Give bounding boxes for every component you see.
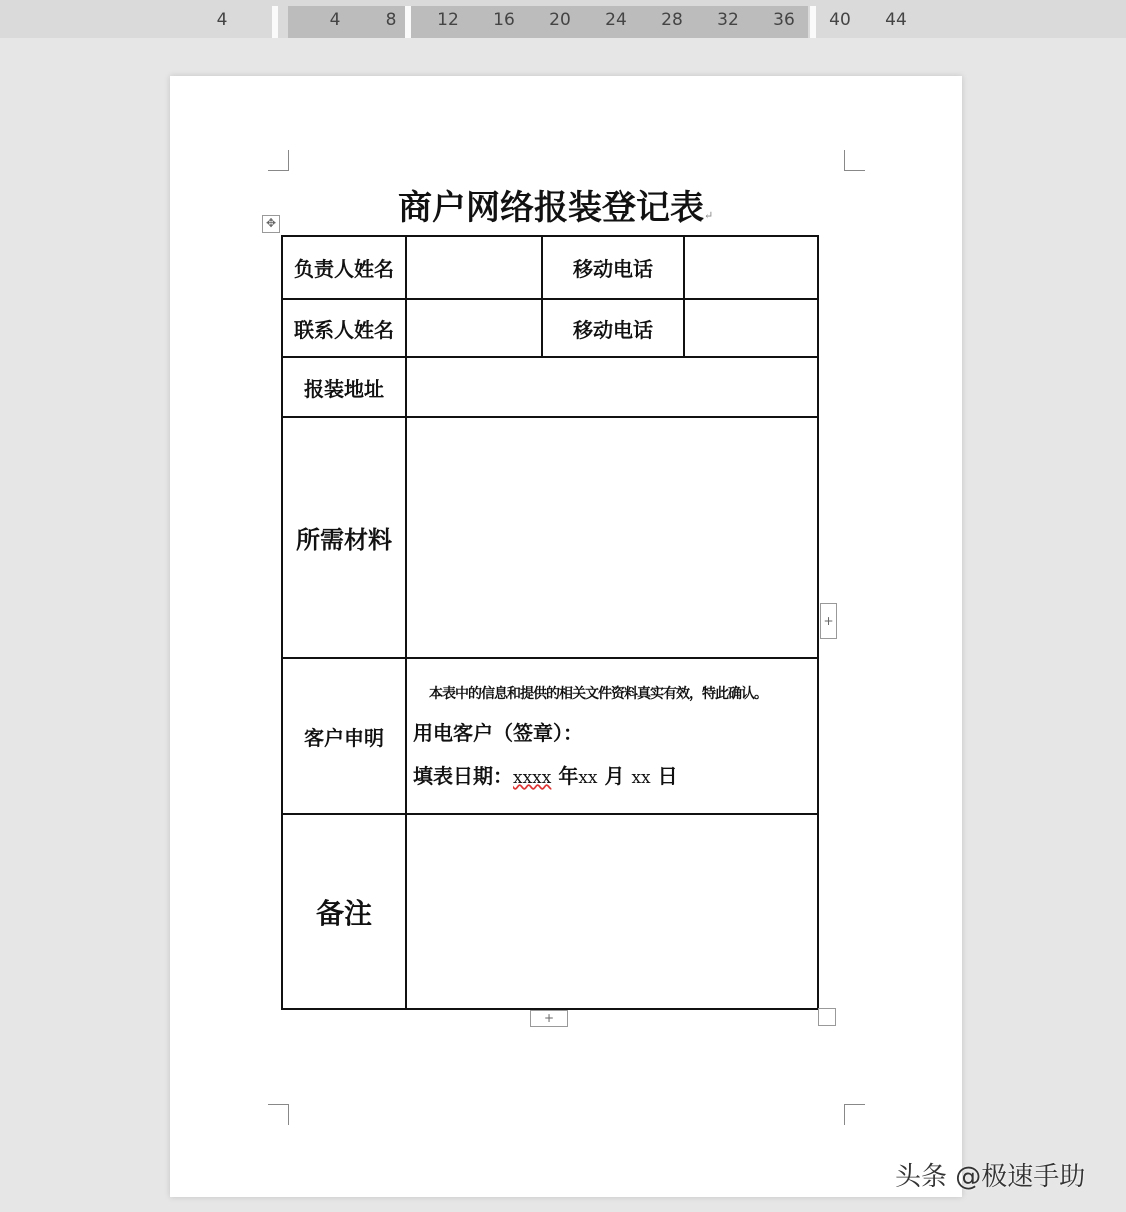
ruler-tick: 24 [605,10,627,30]
label-materials: 所需材料 [282,417,406,658]
signature-line: 用电客户（签章）： [413,721,583,745]
margin-corner [844,150,865,171]
label-mobile-1: 移动电话 [542,236,684,299]
declaration-cell[interactable] [406,658,818,814]
add-row-button[interactable]: + [530,1010,568,1027]
document-title[interactable]: 商户网络报装登记表↵ [398,188,714,228]
owner-name-cell[interactable] [406,236,542,299]
add-column-button[interactable]: + [820,603,837,639]
materials-cell[interactable] [406,417,818,658]
margin-corner [268,1104,289,1125]
ruler-tick: 4 [329,10,341,30]
ruler-tick: 4 [216,10,228,30]
ruler-tick: 32 [717,10,739,30]
watermark: 头条 @极速手助 [895,1162,1086,1192]
ruler-tick: 20 [549,10,571,30]
address-cell[interactable] [406,357,818,417]
ruler-tick: 44 [885,10,907,30]
declaration-statement: 本表中的信息和提供的相关文件资料真实有效，特此确认。 [429,686,767,702]
mobile-1-cell[interactable] [684,236,818,299]
date-line: 填表日期：xxxx 年xx 月 xx 日 [413,764,678,788]
table-resize-handle-icon[interactable] [818,1008,836,1026]
label-declaration: 客户申明 [282,658,406,814]
remarks-cell[interactable] [406,814,818,1009]
label-address: 报装地址 [282,357,406,417]
horizontal-ruler[interactable] [0,0,1126,38]
ruler-tick: 36 [773,10,795,30]
label-contact-name: 联系人姓名 [282,299,406,357]
label-mobile-2: 移动电话 [542,299,684,357]
registration-table[interactable] [281,235,819,1010]
ruler-tick: 28 [661,10,683,30]
margin-corner [844,1104,865,1125]
table-move-handle-icon[interactable]: ✥ [262,215,280,233]
contact-name-cell[interactable] [406,299,542,357]
label-owner-name: 负责人姓名 [282,236,406,299]
label-remarks: 备注 [282,814,406,1009]
ruler-tick: 8 [385,10,397,30]
margin-corner [268,150,289,171]
ruler-tick: 16 [493,10,515,30]
mobile-2-cell[interactable] [684,299,818,357]
ruler-tick: 40 [829,10,851,30]
ruler-tick: 12 [437,10,459,30]
